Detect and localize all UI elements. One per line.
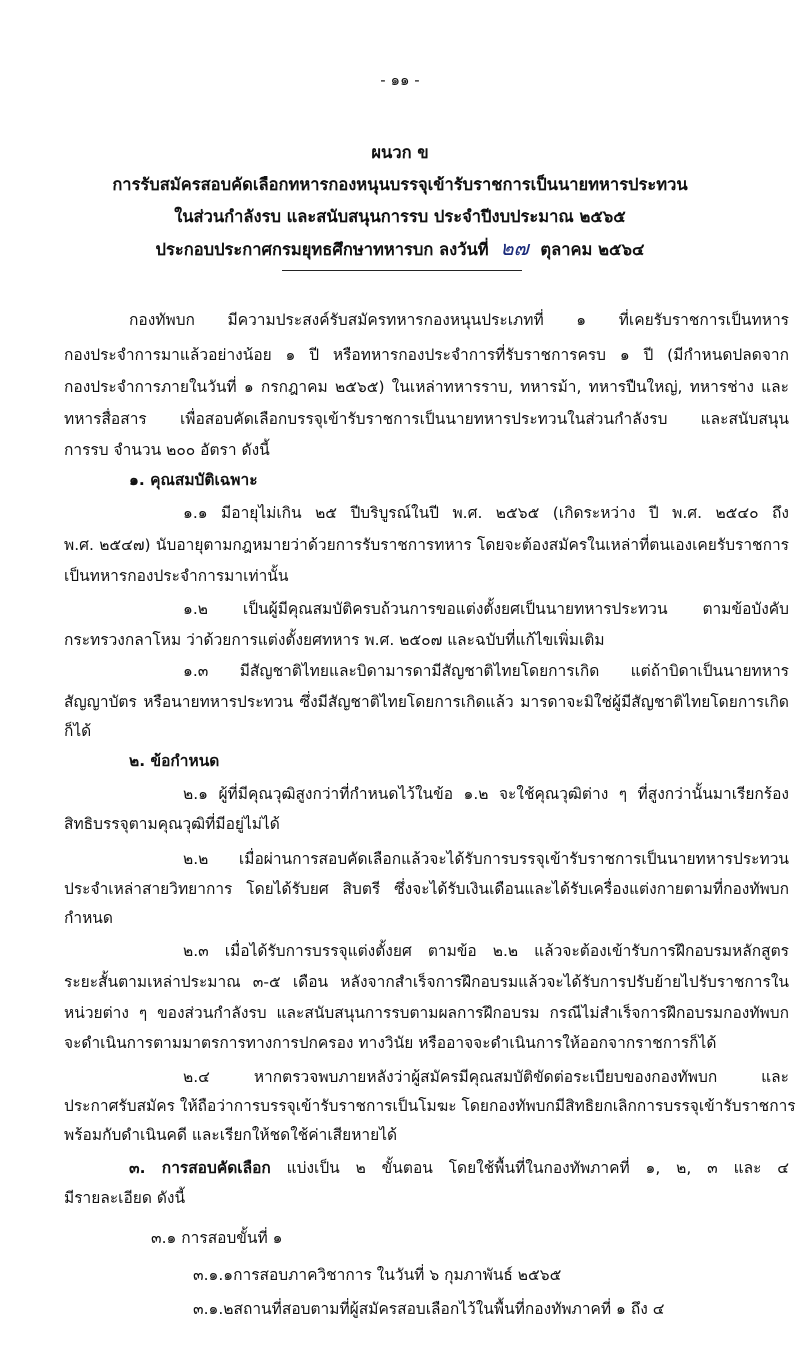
item-2-4-line-2: ประกาศรับสมัคร ให้ถือว่าการบรรจุเข้ารับราชการเป็นโมฆะ โดยกองทัพบกมีสิทธิยกเลิกการบรรจุเข้ารับราชการ bbox=[64, 1097, 796, 1115]
item-2-4-line-3: พร้อมกับดำเนินคดี และเรียกให้ชดใช้ค่าเสียหายได้ bbox=[64, 1126, 398, 1144]
section-1-heading: ๑. คุณสมบัติเฉพาะ bbox=[129, 471, 258, 489]
title-line-1: การรับสมัครสอบคัดเลือกทหารกองหนุนบรรจุเข้ารับราชการเป็นนายทหารประทวน bbox=[112, 175, 688, 194]
section-3-description: แบ่งเป็น ๒ ขั้นตอน โดยใช้พื้นที่ในกองทัพภาคที่ ๑, ๒, ๓ และ ๔ bbox=[286, 1159, 789, 1177]
title-line-3 bbox=[0, 232, 800, 264]
item-3-1-2: ๓.๑.๒สถานที่สอบตามที่ผู้สมัครสอบเลือกไว้ในพื้นที่กองทัพภาคที่ ๑ ถึง ๔ bbox=[193, 1300, 665, 1318]
section-3-line-1 bbox=[129, 1155, 789, 1180]
item-2-3-line-4: จะดำเนินการตามมาตรการทางการปกครอง ทางวินัย หรืออาจจะดำเนินการให้ออกจากราชการก็ได้ bbox=[64, 1034, 717, 1052]
item-1-1-line-2: พ.ศ. ๒๕๔๗) นับอายุตามกฎหมายว่าด้วยการรับราชการทหาร โดยจะต้องสมัครในเหล่าที่ตนเองเคยรับราชการ bbox=[64, 536, 789, 554]
item-2-3-line-1: ๒.๓ เมื่อได้รับการบรรจุแต่งตั้งยศ ตามข้อ ๒.๒ แล้วจะต้องเข้ารับการฝึกอบรมหลักสูตร bbox=[183, 942, 789, 960]
item-2-1-line-1: ๒.๑ ผู้ที่มีคุณวุฒิสูงกว่าที่กำหนดไว้ในข้อ ๑.๒ จะใช้คุณวุฒิต่าง ๆ ที่สูงกว่านั้นมาเรียกร้อง bbox=[183, 785, 789, 803]
item-1-1-line-3: เป็นทหารกองประจำการมาเท่านั้น bbox=[64, 567, 289, 585]
handwritten-date: ๒๗ bbox=[500, 236, 529, 260]
title-divider bbox=[282, 270, 522, 271]
intro-line-2: กองประจำการมาแล้วอย่างน้อย ๑ ปี หรือทหารกองประจำการที่รับราชการครบ ๑ ปี (มีกำหนดปลดจาก bbox=[64, 346, 789, 364]
item-1-3-line-2: สัญญาบัตร หรือนายทหารประทวน ซึ่งมีสัญชาติไทยโดยการเกิดแล้ว มารดาจะมิใช่ผู้มีสัญชาติไทยโดยการเกิด bbox=[64, 693, 789, 711]
intro-line-4: ทหารสื่อสาร เพื่อสอบคัดเลือกบรรจุเข้ารับราชการเป็นนายทหารประทวนในส่วนกำลังรบ และสนับสนุน bbox=[64, 410, 789, 428]
item-3-1-1: ๓.๑.๑การสอบภาควิชาการ ในวันที่ ๖ กุมภาพันธ์ ๒๕๖๕ bbox=[193, 1266, 562, 1284]
intro-line-1: กองทัพบก มีความประสงค์รับสมัครทหารกองหนุนประเภทที่ ๑ ที่เคยรับราชการเป็นทหาร bbox=[129, 311, 789, 329]
item-2-3-line-2: ระยะสั้นตามเหล่าประมาณ ๓-๕ เดือน หลังจากสำเร็จการฝึกอบรมแล้วจะได้รับการปรับย้ายไปรับราชการใน bbox=[64, 973, 789, 991]
item-3-1-heading: ๓.๑ การสอบขั้นที่ ๑ bbox=[151, 1229, 283, 1247]
item-1-3-line-1: ๑.๓ มีสัญชาติไทยและบิดามารดามีสัญชาติไทยโดยการเกิด แต่ถ้าบิดาเป็นนายทหาร bbox=[183, 662, 789, 680]
intro-line-5: การรบ จำนวน ๒๐๐ อัตรา ดังนี้ bbox=[64, 441, 270, 459]
item-1-2-line-1: ๑.๒ เป็นผู้มีคุณสมบัติครบถ้วนการขอแต่งตั้งยศเป็นนายทหารประทวน ตามข้อบังคับ bbox=[183, 600, 789, 618]
annex-title: ผนวก ข bbox=[371, 143, 429, 162]
title-line-3-month: ตุลาคม ๒๕๖๔ bbox=[540, 240, 645, 259]
section-3-line-2: มีรายละเอียด ดังนี้ bbox=[64, 1189, 186, 1207]
item-2-1-line-2: สิทธิบรรจุตามคุณวุฒิที่มีอยู่ไม่ได้ bbox=[64, 815, 280, 833]
page-number: - ๑๑ - bbox=[380, 71, 420, 89]
intro-line-3: กองประจำการภายในวันที่ ๑ กรกฎาคม ๒๕๖๕) ในเหล่าทหารราบ, ทหารม้า, ทหารปืนใหญ่, ทหารช่าง และ bbox=[64, 378, 789, 396]
section-3-heading: ๓. การสอบคัดเลือก bbox=[129, 1159, 271, 1177]
title-line-3-text: ประกอบประกาศกรมยุทธศึกษาทหารบก ลงวันที่ bbox=[155, 240, 489, 259]
section-2-heading: ๒. ข้อกำหนด bbox=[129, 752, 220, 770]
title-line-2: ในส่วนกำลังรบ และสนับสนุนการรบ ประจำปีงบประมาณ ๒๕๖๕ bbox=[174, 207, 626, 226]
item-2-2-line-1: ๒.๒ เมื่อผ่านการสอบคัดเลือกแล้วจะได้รับการบรรจุเข้ารับราชการเป็นนายทหารประทวน bbox=[183, 850, 789, 868]
item-1-1-line-1: ๑.๑ มีอายุไม่เกิน ๒๕ ปีบริบูรณ์ในปี พ.ศ. ๒๕๖๕ (เกิดระหว่าง ปี พ.ศ. ๒๕๔๐ ถึง bbox=[183, 504, 789, 522]
item-1-3-line-3: ก็ได้ bbox=[64, 722, 92, 740]
item-2-2-line-3: กำหนด bbox=[64, 909, 113, 927]
item-1-2-line-2: กระทรวงกลาโหม ว่าด้วยการแต่งตั้งยศทหาร พ.ศ. ๒๕๐๗ และฉบับที่แก้ไขเพิ่มเติม bbox=[64, 631, 605, 649]
item-2-3-line-3: หน่วยต่าง ๆ ของส่วนกำลังรบ และสนับสนุนการรบตามผลการฝึกอบรม กรณีไม่สำเร็จการฝึกอบรมกองทัพบก bbox=[64, 1004, 789, 1022]
item-2-4-line-1: ๒.๔ หากตรวจพบภายหลังว่าผู้สมัครมีคุณสมบัติขัดต่อระเบียบของกองทัพบก และ bbox=[183, 1068, 789, 1086]
item-2-2-line-2: ประจำเหล่าสายวิทยาการ โดยได้รับยศ สิบตรี ซึ่งจะได้รับเงินเดือนและได้รับเครื่องแต่งกายตามที่กองทัพบก bbox=[64, 880, 789, 898]
